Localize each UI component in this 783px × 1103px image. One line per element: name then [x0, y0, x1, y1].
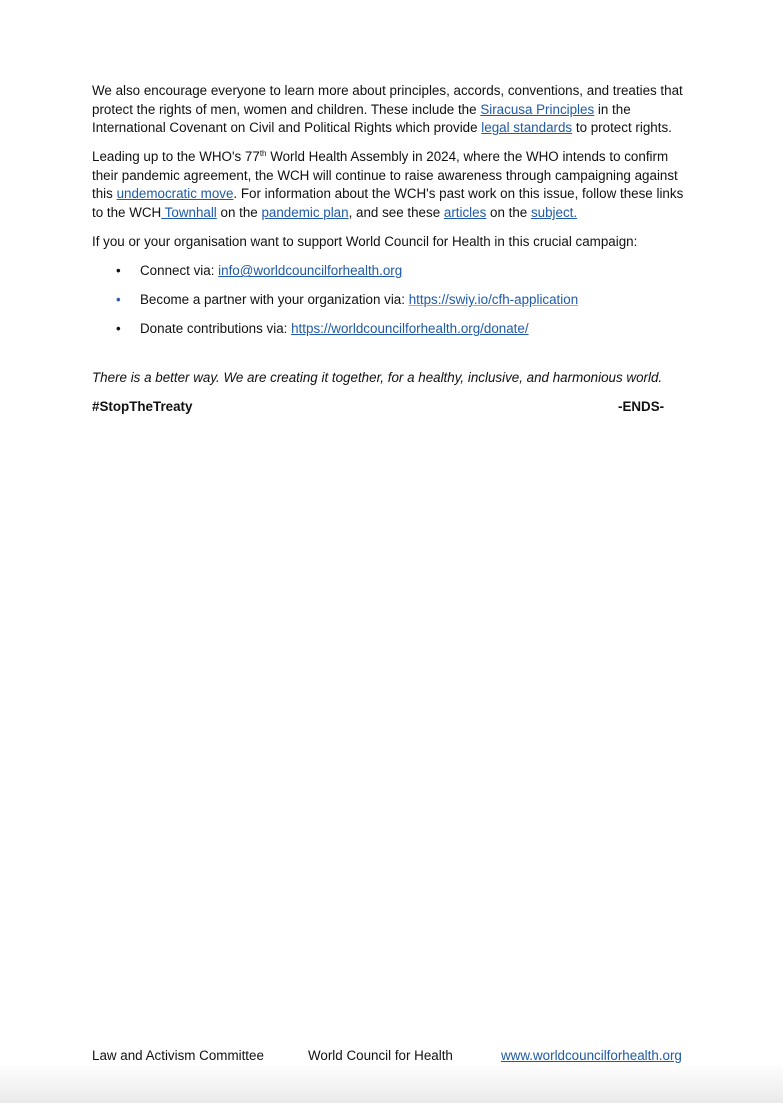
list-item-text: Connect via: [140, 263, 219, 279]
support-options-list [92, 262, 692, 339]
list-item-text: Become a partner with your organization via: [140, 292, 409, 308]
legal-standards-link[interactable]: legal standards [481, 120, 573, 136]
list-item-connect [92, 262, 692, 281]
closing-row [92, 398, 692, 417]
townhall-link[interactable]: Townhall [161, 205, 217, 221]
paragraph-text: in the International Covenant on Civil and Political Rights which provide [92, 101, 631, 136]
paragraph-text: on the [486, 205, 531, 221]
tagline: There is a better way. We are creating it together, for a healthy, inclusive, and harmonious world. [92, 369, 663, 385]
ordinal-superscript: th [259, 149, 267, 159]
footer-website-link[interactable]: www.worldcouncilforhealth.org [501, 1048, 682, 1063]
bullet-icon: • [116, 292, 121, 308]
bullet-icon: • [116, 321, 121, 337]
hashtag: #StopTheTreaty [92, 399, 193, 415]
articles-link[interactable]: articles [443, 205, 487, 221]
paragraph-support: If you or your organisation want to support World Council for Health in this crucial campaign: [92, 234, 638, 250]
subject-link[interactable]: subject. [530, 205, 578, 221]
paragraph-principles [92, 82, 692, 138]
paragraph-text: World Health Assembly in 2024, where the WHO intends to confirm their pandemic agreement, the WCH will continue to raise awareness through campaigning against this [92, 149, 678, 202]
paragraph-text: , and see these [348, 205, 444, 221]
page-bottom-shadow [0, 1063, 783, 1103]
footer-committee: Law and Activism Committee [92, 1048, 264, 1063]
list-item-partner [92, 291, 692, 310]
document-body [92, 82, 692, 417]
paragraph-text: to protect rights. [572, 120, 672, 136]
list-item-text: Donate contributions via: [140, 321, 292, 337]
ends-marker: -ENDS- [618, 399, 665, 415]
paragraph-world-health-assembly [92, 148, 692, 222]
list-item-donate [92, 320, 692, 339]
partner-application-link[interactable]: https://swiy.io/cfh-application [408, 292, 579, 308]
email-link[interactable]: info@worldcouncilforhealth.org [218, 263, 403, 279]
paragraph-text: on the [216, 205, 262, 221]
paragraph-text: Leading up to the WHO's 77 [92, 149, 260, 165]
siracusa-principles-link[interactable]: Siracusa Principles [480, 101, 595, 117]
footer-organization: World Council for Health [308, 1048, 453, 1063]
bullet-icon: • [116, 263, 121, 279]
undemocratic-move-link[interactable]: undemocratic move [116, 186, 234, 202]
pandemic-plan-link[interactable]: pandemic plan [261, 205, 349, 221]
donate-link[interactable]: https://worldcouncilforhealth.org/donate/ [291, 321, 529, 337]
paragraph-text: We also encourage everyone to learn more about principles, accords, conventions, and treaties that protect the rights of men, women and children. These include the [92, 83, 683, 117]
paragraph-text: . For information about the WCH's past work on this issue, follow these links to the WCH [92, 186, 684, 221]
